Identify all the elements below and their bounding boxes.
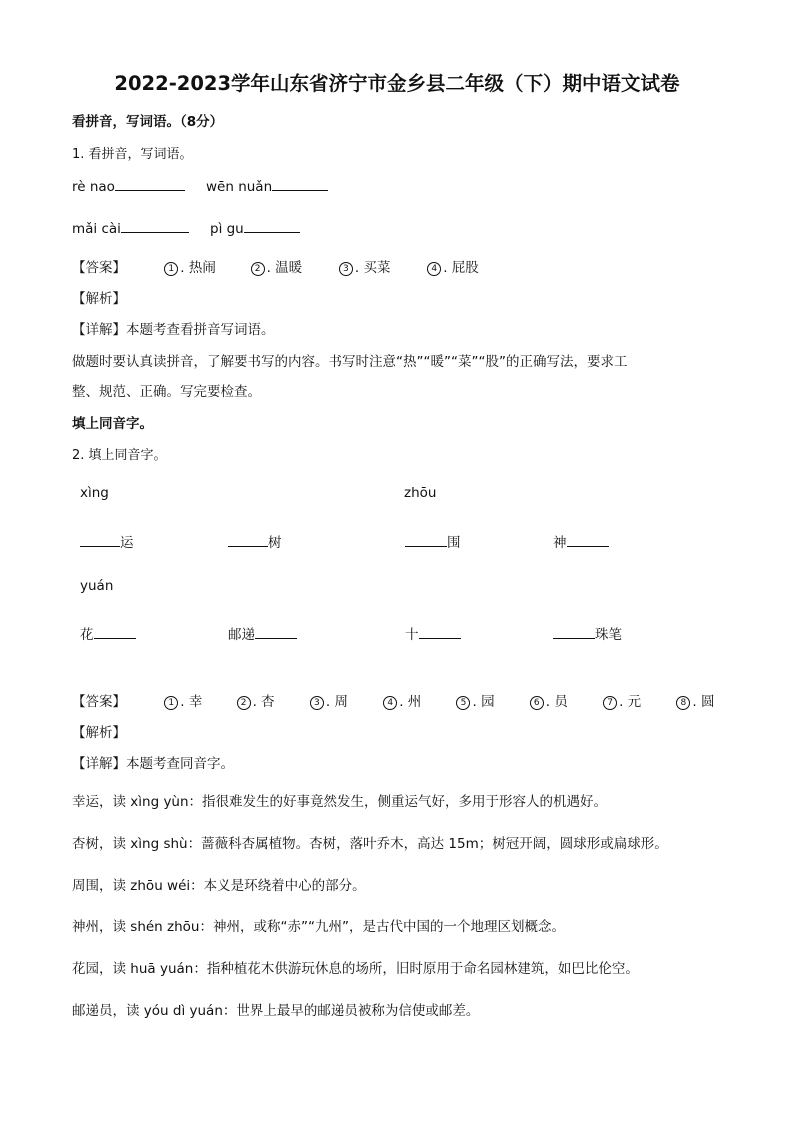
fill-text: 运 (120, 535, 134, 551)
section-heading-homophone: 填上同音字。 (72, 416, 153, 432)
answer-blank (115, 178, 185, 191)
answer-text: . 温暖 (266, 260, 303, 276)
answer-text: . 元 (619, 694, 642, 710)
circled-number: 2 (237, 696, 251, 710)
answer-item (530, 690, 599, 710)
explanation-line: 杏树，读 xìng shù：蔷薇科杏属植物。杏树，落叶乔木，高达 15m；树冠开阔，圆球形或扁球形。 (72, 836, 668, 852)
answer-item (676, 690, 714, 710)
detail-2: 【详解】本题考查同音字。 (72, 756, 234, 772)
fill-item (553, 531, 609, 551)
circled-number: 3 (310, 696, 324, 710)
circled-number: 3 (339, 262, 353, 276)
answer-blank (244, 220, 300, 233)
answer-item (251, 256, 335, 276)
explanation-1-line-1: 做题时要认真读拼音，了解要书写的内容。书写时注意“热”“暖”“菜”“股”的正确写法，要求工 (72, 354, 628, 370)
fill-text: 花 (80, 627, 94, 643)
circled-number: 4 (383, 696, 397, 710)
answer-item (237, 690, 306, 710)
fill-text: 邮递 (228, 627, 255, 643)
answer-text: . 园 (472, 694, 495, 710)
pinyin-item-2 (206, 178, 328, 195)
fill-item (80, 531, 134, 551)
answer-text: . 杏 (252, 694, 275, 710)
answer-blank (228, 534, 268, 547)
fill-item (80, 623, 136, 643)
explanation-line: 周围，读 zhōu wéi：本义是环绕着中心的部分。 (72, 878, 366, 894)
answer-item (339, 256, 423, 276)
fill-text: 珠笔 (595, 627, 622, 643)
answer-blank (419, 626, 461, 639)
answer-blank (405, 534, 447, 547)
answer-blank (94, 626, 136, 639)
fill-item (228, 531, 282, 551)
section-heading-pinyin: 看拼音，写词语。（8分） (72, 114, 224, 130)
answer-blank (567, 534, 609, 547)
question-2: 2. 填上同音字。 (72, 448, 167, 463)
fill-item (405, 531, 461, 551)
answer-text: . 周 (325, 694, 348, 710)
answer-item (383, 690, 452, 710)
answer-item (603, 690, 672, 710)
answer-text: . 幸 (180, 694, 203, 710)
circled-number: 4 (427, 262, 441, 276)
question-1: 1. 看拼音，写词语。 (72, 147, 193, 162)
circled-number: 2 (251, 262, 265, 276)
fill-text: 树 (268, 535, 282, 551)
explanation-line: 幸运，读 xìng yùn：指很难发生的好事竟然发生，侧重运气好，多用于形容人的机遇好。 (72, 794, 608, 810)
answer-text: . 员 (545, 694, 568, 710)
fill-item (228, 623, 297, 643)
explanation-line: 神州，读 shén zhōu：神州，或称“赤”“九州”，是古代中国的一个地理区划概念。 (72, 919, 565, 935)
circled-number: 8 (676, 696, 690, 710)
pinyin-zhou: zhōu (404, 485, 437, 501)
pinyin-item-3 (72, 220, 189, 237)
pinyin-text: wēn nuǎn (206, 179, 273, 195)
answer-text: . 热闹 (180, 260, 216, 276)
answer-blank (121, 220, 189, 233)
circled-number: 5 (456, 696, 470, 710)
fill-text: 围 (447, 535, 461, 551)
page-title: 2022-2023学年山东省济宁市金乡县二年级（下）期中语文试卷 (114, 72, 680, 95)
explanation-line: 花园，读 huā yuán：指种植花木供游玩休息的场所，旧时原用于命名园林建筑，如巴比伦空。 (72, 961, 639, 977)
circled-number: 1 (164, 262, 178, 276)
answer-text: . 屁股 (443, 260, 479, 276)
pinyin-text: pì gu (210, 221, 244, 237)
pinyin-yuan: yuán (80, 578, 114, 594)
answer-row-1 (72, 256, 479, 276)
fill-text: 神 (553, 535, 567, 551)
answer-item (164, 690, 232, 710)
answer-blank (272, 178, 328, 191)
answer-row-2 (72, 690, 714, 710)
pinyin-item-4 (210, 220, 300, 237)
circled-number: 1 (164, 696, 178, 710)
answer-item (456, 690, 525, 710)
answer-blank (80, 534, 120, 547)
pinyin-item-1 (72, 178, 185, 195)
answer-label: 【答案】 (72, 260, 126, 276)
explanation-line: 邮递员，读 yóu dì yuán：世界上最早的邮递员被称为信使或邮差。 (72, 1003, 480, 1019)
answer-text: . 圆 (692, 694, 715, 710)
analysis-label-1: 【解析】 (72, 291, 126, 307)
answer-blank (553, 626, 595, 639)
fill-item (405, 623, 461, 643)
circled-number: 7 (603, 696, 617, 710)
fill-item (553, 623, 622, 643)
explanation-1-line-2: 整、规范、正确。写完要检查。 (72, 384, 261, 400)
pinyin-xing: xìng (80, 485, 109, 501)
detail-1: 【详解】本题考查看拼音写词语。 (72, 322, 275, 338)
analysis-label-2: 【解析】 (72, 725, 126, 741)
answer-item (310, 690, 379, 710)
answer-label: 【答案】 (72, 694, 126, 710)
answer-text: . 买菜 (354, 260, 391, 276)
pinyin-text: mǎi cài (72, 221, 121, 237)
circled-number: 6 (530, 696, 544, 710)
pinyin-text: rè nao (72, 179, 115, 195)
answer-text: . 州 (399, 694, 422, 710)
fill-text: 十 (405, 627, 419, 643)
answer-blank (255, 626, 297, 639)
answer-item (164, 256, 246, 276)
answer-item (427, 256, 479, 276)
